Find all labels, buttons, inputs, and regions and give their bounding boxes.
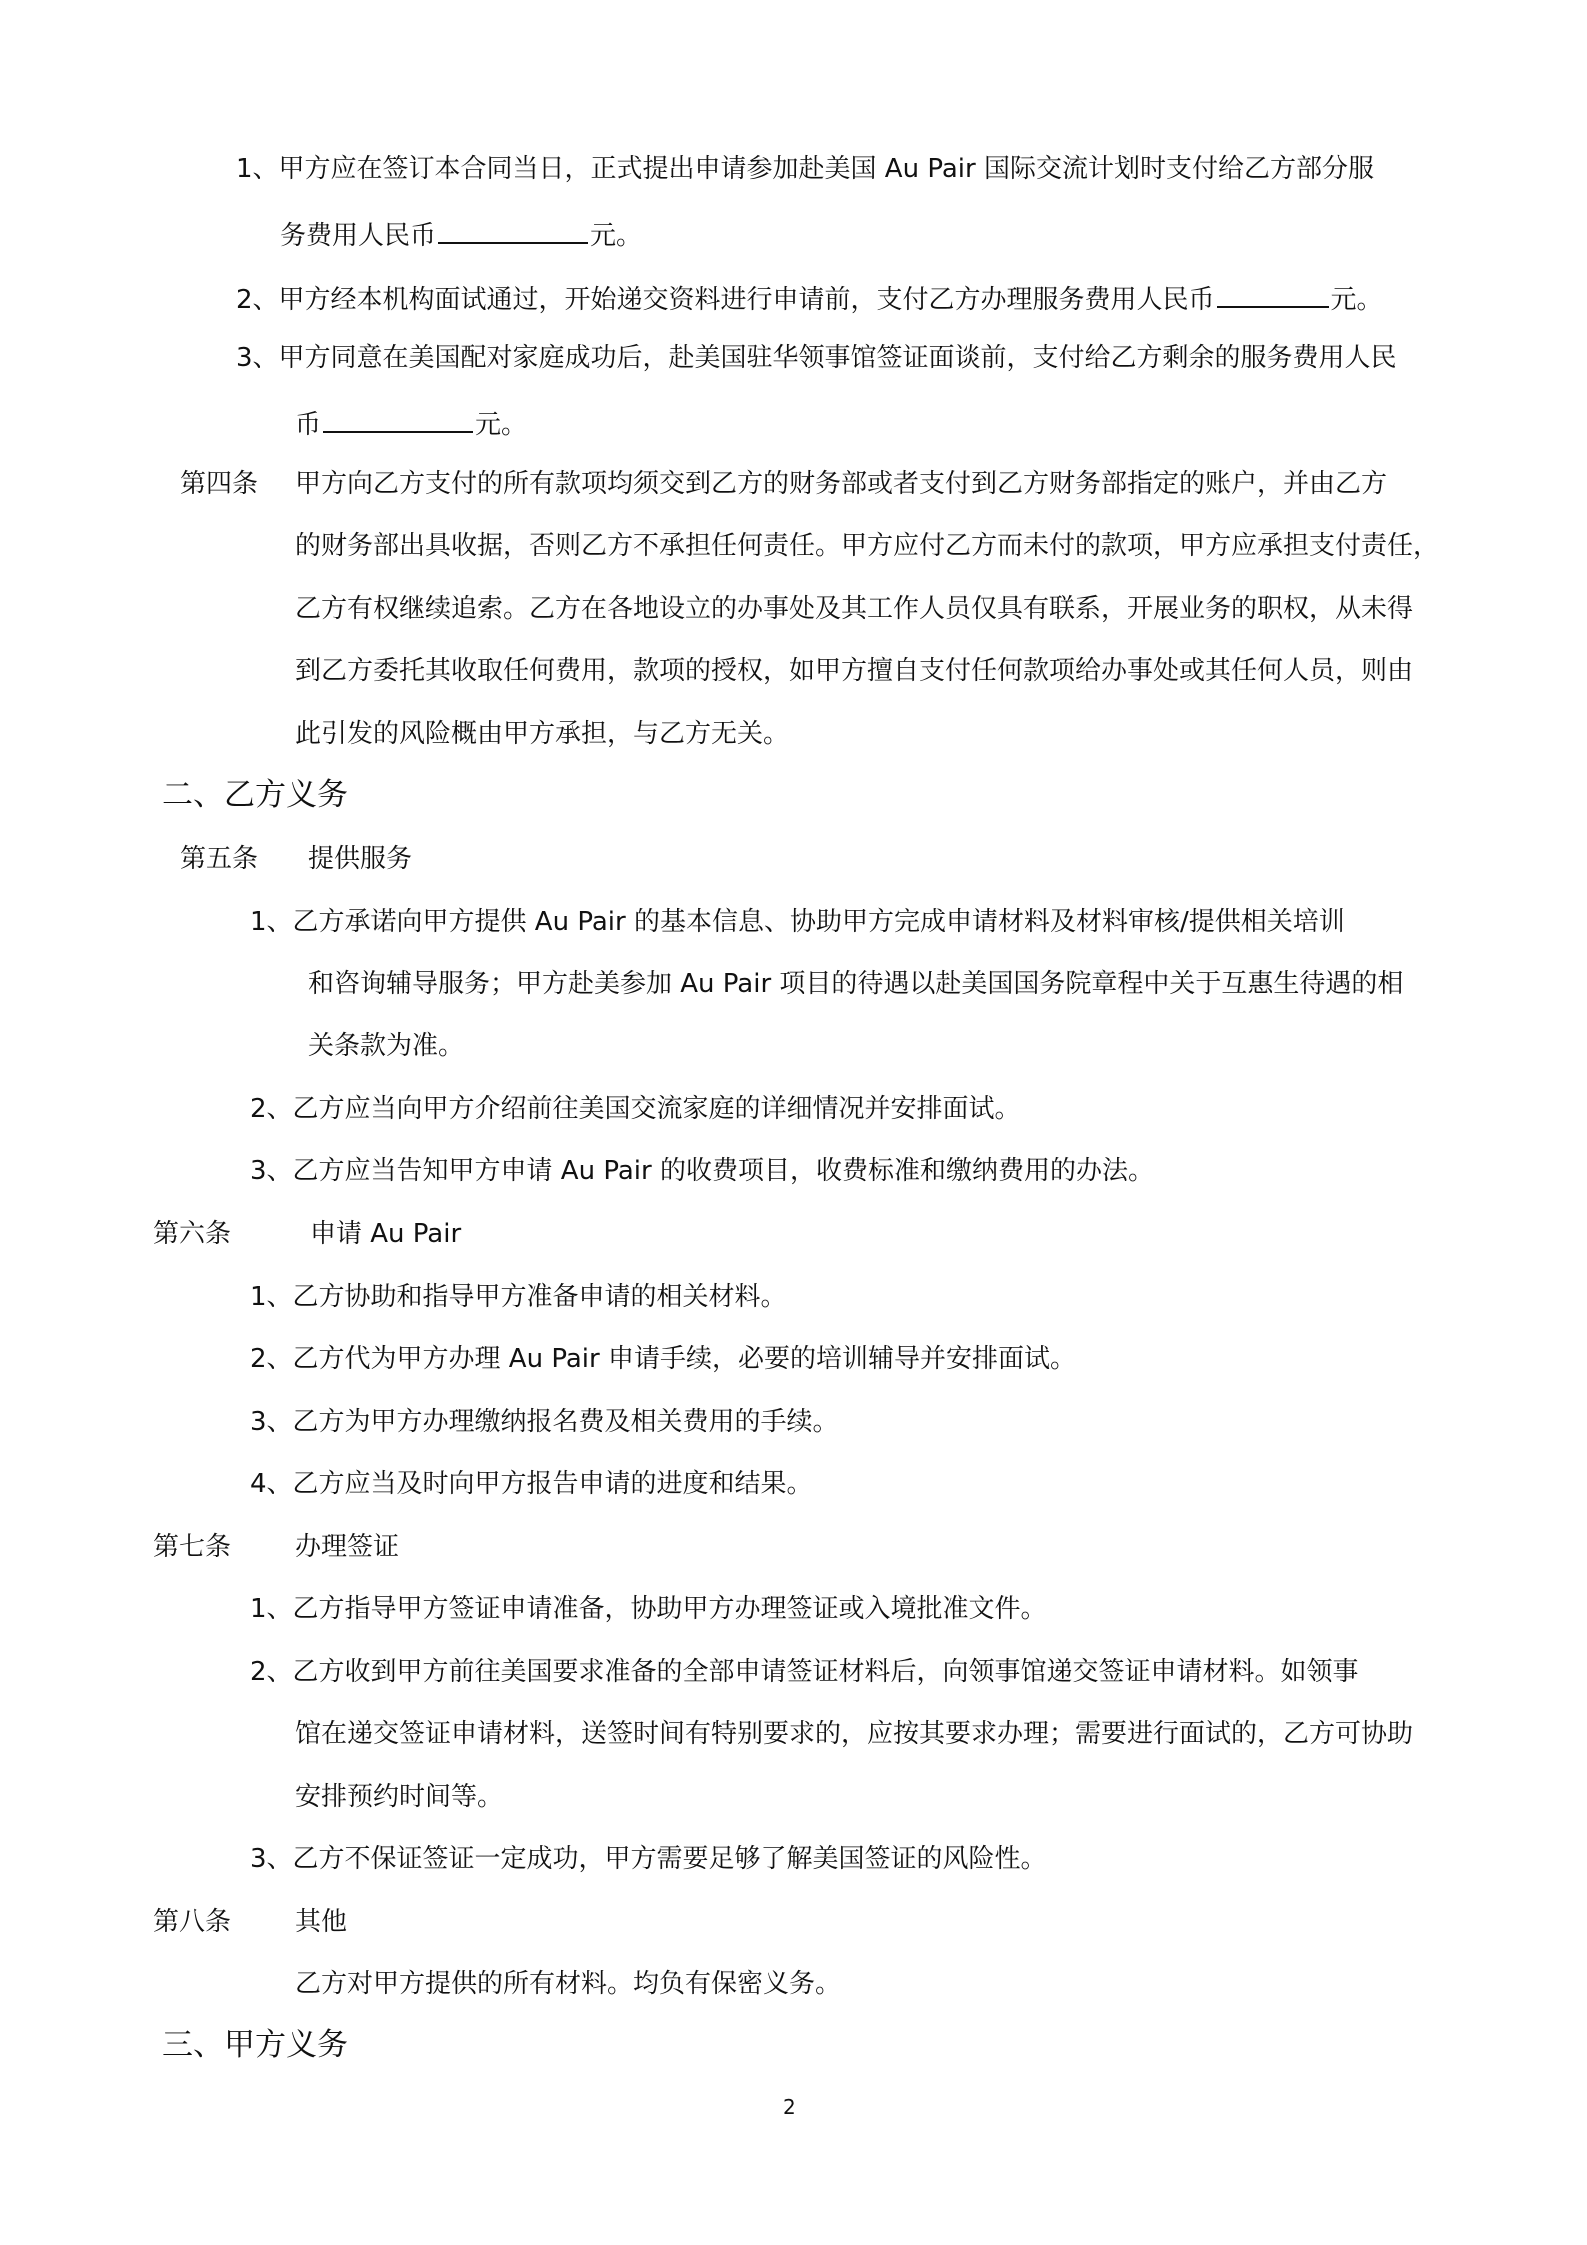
article-7-title: 办理签证: [295, 1532, 400, 1562]
article-7-item-2-line-1: 2、乙方收到甲方前往美国要求准备的全部申请签证材料后，向领事馆递交签证申请材料。如领事: [250, 1657, 1359, 1687]
article-4-label: 第四条: [180, 469, 259, 499]
article-5-label: 第五条: [180, 844, 259, 874]
fee-item-3-line-2: [295, 405, 527, 441]
article-6-item-4: 4、乙方应当及时向甲方报告申请的进度和结果。: [250, 1469, 813, 1499]
fee-blank-2: [1217, 280, 1329, 308]
fee-blank-1: [438, 216, 588, 244]
fee-item-3-line-1: 3、甲方同意在美国配对家庭成功后，赴美国驻华领事馆签证面谈前，支付给乙方剩余的服务费用人民: [236, 343, 1397, 373]
page-number: 2: [783, 2095, 796, 2119]
fee-item-2-unit: 元。: [1330, 285, 1383, 315]
article-4-line-5: 此引发的风险概由甲方承担，与乙方无关。: [295, 719, 790, 749]
article-5-item-1-line-1: 1、乙方承诺向甲方提供 Au Pair 的基本信息、协助甲方完成申请材料及材料审核/提供相关培训: [250, 907, 1345, 937]
fee-item-1-unit: 元。: [590, 221, 643, 251]
article-5-heading: [180, 843, 412, 875]
article-4-line-1: [180, 468, 1387, 500]
article-7-label: 第七条: [153, 1532, 232, 1562]
article-5-item-3: 3、乙方应当告知甲方申请 Au Pair 的收费项目，收费标准和缴纳费用的办法。: [250, 1156, 1154, 1186]
fee-item-1-line-1: 1、甲方应在签订本合同当日，正式提出申请参加赴美国 Au Pair 国际交流计划时支付给乙方部分服: [236, 154, 1374, 184]
article-6-item-3: 3、乙方为甲方办理缴纳报名费及相关费用的手续。: [250, 1407, 839, 1437]
article-8-text: 乙方对甲方提供的所有材料。均负有保密义务。: [295, 1969, 842, 1999]
article-5-item-1-line-3: 关条款为准。: [308, 1031, 465, 1061]
fee-item-3-unit: 元。: [475, 410, 528, 440]
article-5-title: 提供服务: [308, 844, 413, 874]
article-6-heading: [153, 1218, 461, 1250]
article-5-item-1-line-2: 和咨询辅导服务；甲方赴美参加 Au Pair 项目的待遇以赴美国国务院章程中关于互惠生待遇的相: [308, 969, 1404, 999]
article-4-text: 甲方向乙方支付的所有款项均须交到乙方的财务部或者支付到乙方财务部指定的账户，并由乙方: [295, 469, 1388, 499]
article-7-item-2-line-2: 馆在递交签证申请材料，送签时间有特别要求的，应按其要求办理；需要进行面试的，乙方可协助: [295, 1719, 1414, 1749]
article-6-item-1: 1、乙方协助和指导甲方准备申请的相关材料。: [250, 1282, 787, 1312]
section-3-heading: 三、甲方义务: [162, 2027, 348, 2063]
fee-item-3-text: 币: [295, 410, 322, 440]
article-6-label: 第六条: [153, 1219, 232, 1249]
fee-item-2-text: 2、甲方经本机构面试通过，开始递交资料进行申请前，支付乙方办理服务费用人民币: [236, 285, 1215, 315]
article-7-heading: [153, 1531, 399, 1563]
fee-item-1-line-2: [280, 216, 642, 252]
article-4-line-4: 到乙方委托其收取任何费用，款项的授权，如甲方擅自支付任何款项给办事处或其任何人员，则由: [295, 656, 1414, 686]
article-8-title: 其他: [295, 1907, 348, 1937]
section-2-heading: 二、乙方义务: [162, 777, 348, 813]
article-8-label: 第八条: [153, 1907, 232, 1937]
article-4-line-2: 的财务部出具收据，否则乙方不承担任何责任。甲方应付乙方而未付的款项，甲方应承担支付责任，: [295, 531, 1440, 561]
article-6-item-2: 2、乙方代为甲方办理 Au Pair 申请手续，必要的培训辅导并安排面试。: [250, 1344, 1076, 1374]
fee-item-1-text: 务费用人民币: [280, 221, 437, 251]
article-5-item-2: 2、乙方应当向甲方介绍前往美国交流家庭的详细情况并安排面试。: [250, 1094, 1021, 1124]
article-7-item-2-line-3: 安排预约时间等。: [295, 1782, 504, 1812]
article-4-line-3: 乙方有权继续追索。乙方在各地设立的办事处及其工作人员仅具有联系，开展业务的职权，从未得: [295, 594, 1414, 624]
article-8-heading: [153, 1906, 347, 1938]
fee-item-2: [236, 280, 1383, 316]
article-7-item-1: 1、乙方指导甲方签证申请准备，协助甲方办理签证或入境批准文件。: [250, 1594, 1047, 1624]
article-6-title: 申请 Au Pair: [310, 1219, 462, 1249]
article-7-item-3: 3、乙方不保证签证一定成功，甲方需要足够了解美国签证的风险性。: [250, 1844, 1047, 1874]
fee-blank-3: [323, 405, 473, 433]
